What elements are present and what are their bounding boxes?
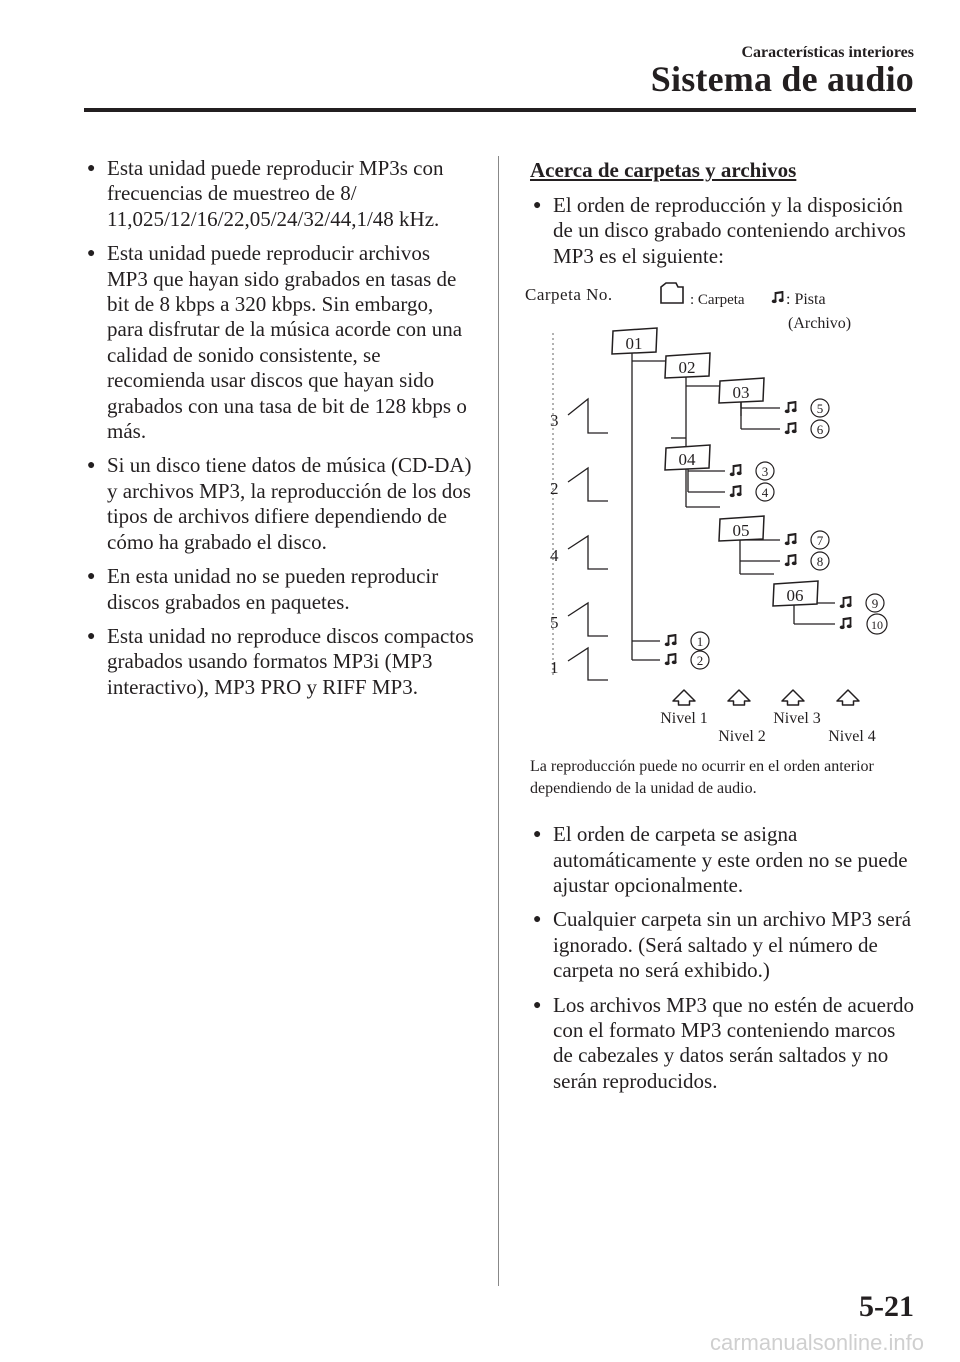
- legend-track-label: : Pista: [786, 291, 826, 309]
- carpeta-number: 3: [550, 411, 559, 431]
- folder-box-03: [719, 378, 764, 403]
- bullet-item: ● En esta unidad no se pueden reproducir discos grabados en paquetes.: [87, 564, 439, 614]
- bullet-icon: ●: [87, 569, 96, 585]
- section-title: Acerca de carpetas y archivos: [530, 158, 797, 182]
- bullet-item: ● Cualquier carpeta sin un archivo MP3 será ignorado. (Será saltado y el número de carpeta no será exhibido.): [533, 907, 912, 983]
- level-arrow-icon: [837, 690, 859, 705]
- track-item: [730, 462, 774, 480]
- diagram-note: La reproducción puede no ocurrir en el orden anterior dependiendo de la unidad de audio.: [530, 758, 874, 798]
- bullet-item: ● El orden de reproducción y la disposición de un disco grabado conteniendo archivos MP3 es el siguiente:: [533, 193, 906, 268]
- carpeta-number: 1: [550, 658, 559, 678]
- level-label: Nivel 4: [828, 728, 876, 746]
- svg-text:3: 3: [761, 464, 769, 480]
- level-label: Nivel 3: [773, 710, 821, 728]
- carpeta-number: 5: [550, 613, 559, 633]
- page-title: Sistema de audio: [650, 59, 914, 99]
- track-item: [665, 651, 709, 669]
- track-item: [785, 531, 829, 549]
- level-arrow-icon: [728, 690, 750, 705]
- music-note-icon: [772, 291, 784, 303]
- page-number: 5-21: [859, 1290, 914, 1323]
- bullet-icon: ●: [87, 246, 96, 262]
- svg-text:01: 01: [625, 334, 643, 354]
- bullet-icon: ●: [87, 458, 96, 474]
- bullet-icon: ●: [87, 161, 96, 176]
- bullet-icon: ●: [533, 827, 542, 843]
- level-label: Nivel 1: [660, 710, 708, 728]
- track-item: [840, 614, 887, 634]
- column-divider: [498, 156, 499, 1286]
- bullet-item: ● Los archivos MP3 que no estén de acuerdo con el formato MP3 conteniendo marcos de cabezales y datos serán saltados y no serán reproducidos.: [533, 992, 914, 1093]
- svg-text:06: 06: [786, 586, 804, 606]
- folder-box-05: [719, 516, 764, 541]
- bullet-item: ● Esta unidad no reproduce discos compactos grabados usando formatos MP3i (MP3 interactivo), MP3 PRO y RIFF MP3.: [87, 623, 474, 699]
- bullet-icon: ●: [533, 997, 542, 1013]
- carpeta-no-label: Carpeta No.: [525, 285, 613, 305]
- left-column: [84, 156, 474, 709]
- svg-text:10: 10: [871, 618, 883, 633]
- track-item: [785, 399, 829, 417]
- bullet-item: ● Si un disco tiene datos de música (CD-DA) y archivos MP3, la reproducción de los dos tipos de archivos difiere dependiendo de cómo ha grabado el disco.: [87, 453, 472, 554]
- bullet-item: ● Esta unidad puede reproducir MP3s con frecuencias de muestreo de 8/ 11,025/12/16/22,05/24/32/44,1/48 kHz.: [87, 156, 444, 231]
- svg-text:2: 2: [696, 653, 704, 669]
- track-item: [665, 632, 709, 650]
- bullet-icon: ●: [87, 628, 96, 644]
- svg-text:4: 4: [761, 485, 769, 501]
- level-label: Nivel 2: [718, 728, 766, 746]
- bullet-icon: ●: [533, 912, 542, 928]
- track-item: [785, 420, 829, 438]
- svg-text:03: 03: [732, 383, 750, 403]
- bullet-icon: ●: [533, 198, 542, 213]
- folder-box-04: [665, 445, 710, 470]
- svg-text:04: 04: [678, 450, 696, 470]
- legend-track-sublabel: (Archivo): [788, 315, 852, 333]
- svg-text:02: 02: [678, 358, 696, 378]
- watermark: carmanualsonline.info: [709, 1330, 924, 1355]
- folder-icon: [661, 283, 683, 303]
- bullet-item: ● El orden de carpeta se asigna automáticamente y este orden no se puede ajustar opcionalmente.: [533, 822, 908, 898]
- folder-structure-diagram: [520, 278, 912, 750]
- folder-box-01: [612, 328, 657, 354]
- legend-folder-label: : Carpeta: [690, 292, 745, 309]
- svg-text:5: 5: [816, 401, 824, 417]
- header-subtitle: Características interiores: [741, 44, 914, 61]
- svg-text:05: 05: [732, 521, 750, 541]
- svg-text:9: 9: [871, 596, 879, 612]
- track-item: [730, 483, 774, 501]
- header-rule: [84, 108, 916, 112]
- folder-box-02: [665, 353, 710, 378]
- carpeta-number: 4: [550, 546, 559, 566]
- carpeta-number: 2: [550, 479, 559, 499]
- svg-text:7: 7: [816, 533, 824, 549]
- folder-box-06: [773, 581, 818, 606]
- right-column: [524, 156, 914, 1103]
- svg-text:1: 1: [696, 634, 704, 650]
- bullet-item: ● Esta unidad puede reproducir archivos MP3 que hayan sido grabados en tasas de bit de 8 kbps a 320 kbps. Sin embargo, para disfrutar de la música acorde con una calidad de sonido consistente, se recomienda usar discos que hayan sido grabados con una tasa de bit de 128 kbps o más.: [87, 241, 467, 444]
- level-arrow-icon: [673, 690, 695, 705]
- track-item: [785, 552, 829, 570]
- svg-text:6: 6: [816, 422, 824, 438]
- track-item: [840, 594, 884, 612]
- svg-text:8: 8: [816, 554, 824, 570]
- level-arrow-icon: [782, 690, 804, 705]
